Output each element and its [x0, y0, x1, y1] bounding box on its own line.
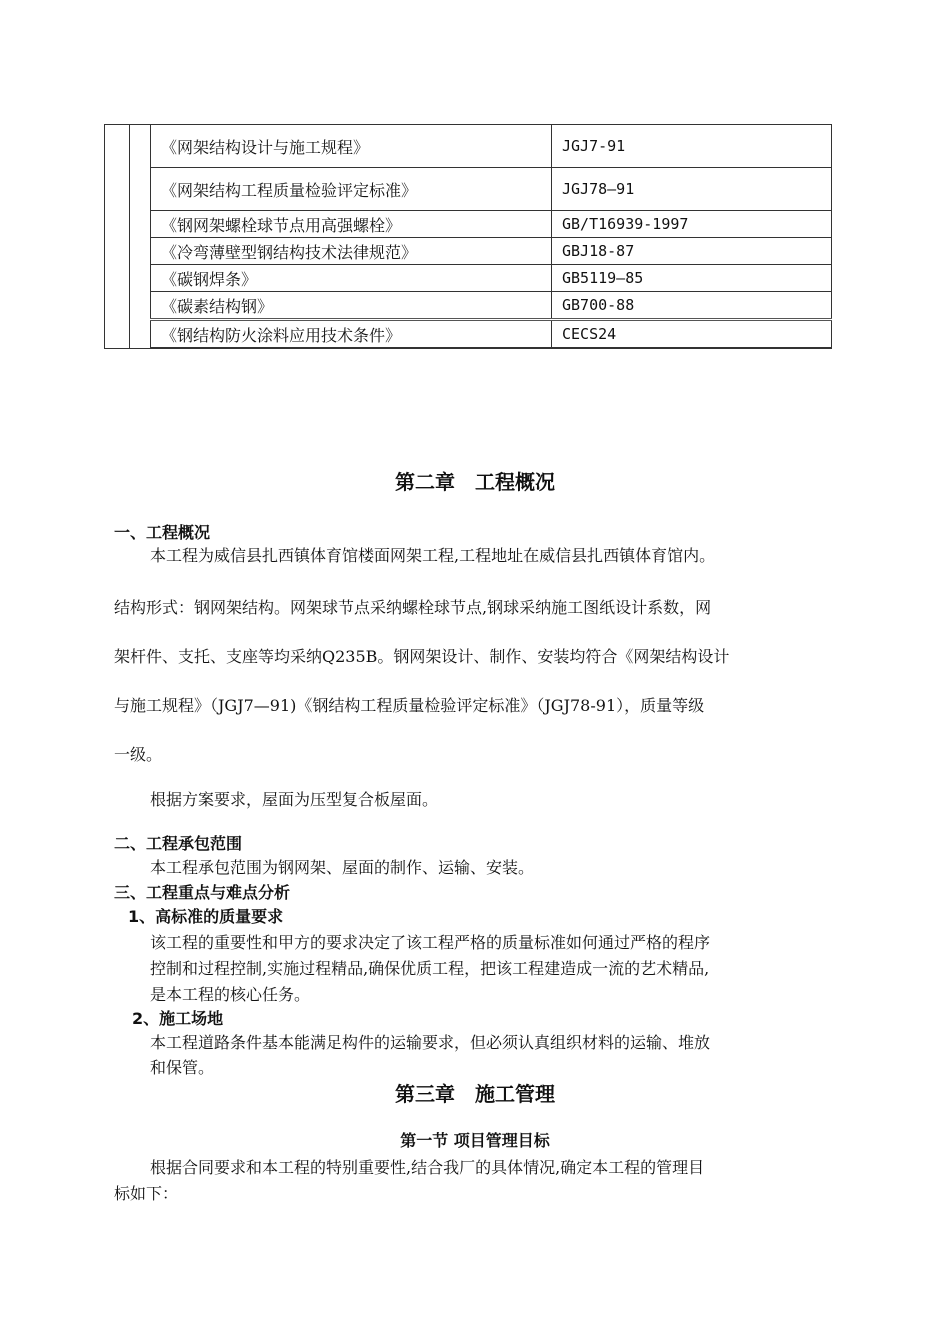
paragraph-line: 本工程承包范围为钢网架、屋面的制作、运输、安装。	[150, 858, 535, 877]
standard-code: GBJ18-87	[552, 238, 832, 265]
table-row	[105, 125, 832, 168]
paragraph-line: 本工程道路条件基本能满足构件的运输要求，但必须认真组织材料的运输、堆放	[150, 1033, 711, 1052]
standard-code: JGJ78—91	[552, 168, 832, 211]
standard-name: 《冷弯薄壁型钢结构技术法律规范》	[151, 238, 552, 265]
blank-cell	[105, 125, 130, 349]
section-title: 第一节 项目管理目标	[400, 1131, 550, 1150]
standard-name: 《碳素结构钢》	[151, 292, 552, 320]
standards-table	[104, 124, 832, 349]
paragraph-line: 是本工程的核心任务。	[150, 985, 311, 1004]
standard-name: 《钢结构防火涂料应用技术条件》	[151, 320, 552, 349]
subsection-heading: 2、施工场地	[132, 1009, 224, 1028]
table-row	[105, 168, 832, 211]
table-row	[105, 211, 832, 238]
paragraph-line: 根据合同要求和本工程的特别重要性,结合我厂的具体情况,确定本工程的管理目	[150, 1158, 705, 1177]
standard-name: 《网架结构工程质量检验评定标准》	[151, 168, 552, 211]
table-row	[105, 320, 832, 349]
paragraph-line: 架杆件、支托、支座等均采纳Q235B。钢网架设计、制作、安装均符合《网架结构设计	[114, 647, 730, 666]
chapter-title: 第二章 工程概况	[395, 470, 555, 494]
paragraph-line: 一级。	[114, 745, 163, 764]
standard-name: 《碳钢焊条》	[151, 265, 552, 292]
standard-code: GB700-88	[552, 292, 832, 320]
blank-cell	[130, 125, 151, 349]
table-row	[105, 265, 832, 292]
paragraph-line: 标如下：	[114, 1184, 179, 1203]
subsection-heading: 1、高标准的质量要求	[128, 907, 284, 926]
standard-code: JGJ7-91	[552, 125, 832, 168]
chapter-title: 第三章 施工管理	[395, 1082, 555, 1106]
paragraph-line: 该工程的重要性和甲方的要求决定了该工程严格的质量标准如何通过严格的程序	[150, 933, 711, 952]
table-row	[105, 292, 832, 320]
paragraph-line: 根据方案要求，屋面为压型复合板屋面。	[150, 790, 439, 809]
standard-code: CECS24	[552, 320, 832, 349]
paragraph-line: 结构形式：钢网架结构。网架球节点采纳螺栓球节点,钢球采纳施工图纸设计系数，网	[114, 598, 712, 617]
paragraph-line: 和保管。	[150, 1058, 215, 1077]
standard-code: GB5119—85	[552, 265, 832, 292]
section-heading: 二、工程承包范围	[114, 834, 243, 853]
paragraph-line: 本工程为威信县扎西镇体育馆楼面网架工程,工程地址在威信县扎西镇体育馆内。	[150, 546, 716, 565]
standard-code: GB/T16939-1997	[552, 211, 832, 238]
paragraph-line: 与施工规程》（JGJ7—91)《钢结构工程质量检验评定标准》（JGJ78-91），质量等级	[114, 696, 705, 715]
section-heading: 一、工程概况	[114, 523, 211, 542]
standard-name: 《网架结构设计与施工规程》	[151, 125, 552, 168]
section-heading: 三、工程重点与难点分析	[114, 883, 291, 902]
paragraph-line: 控制和过程控制,实施过程精品,确保优质工程，把该工程建造成一流的艺术精品,	[150, 959, 710, 978]
standard-name: 《钢网架螺栓球节点用高强螺栓》	[151, 211, 552, 238]
table-row	[105, 238, 832, 265]
